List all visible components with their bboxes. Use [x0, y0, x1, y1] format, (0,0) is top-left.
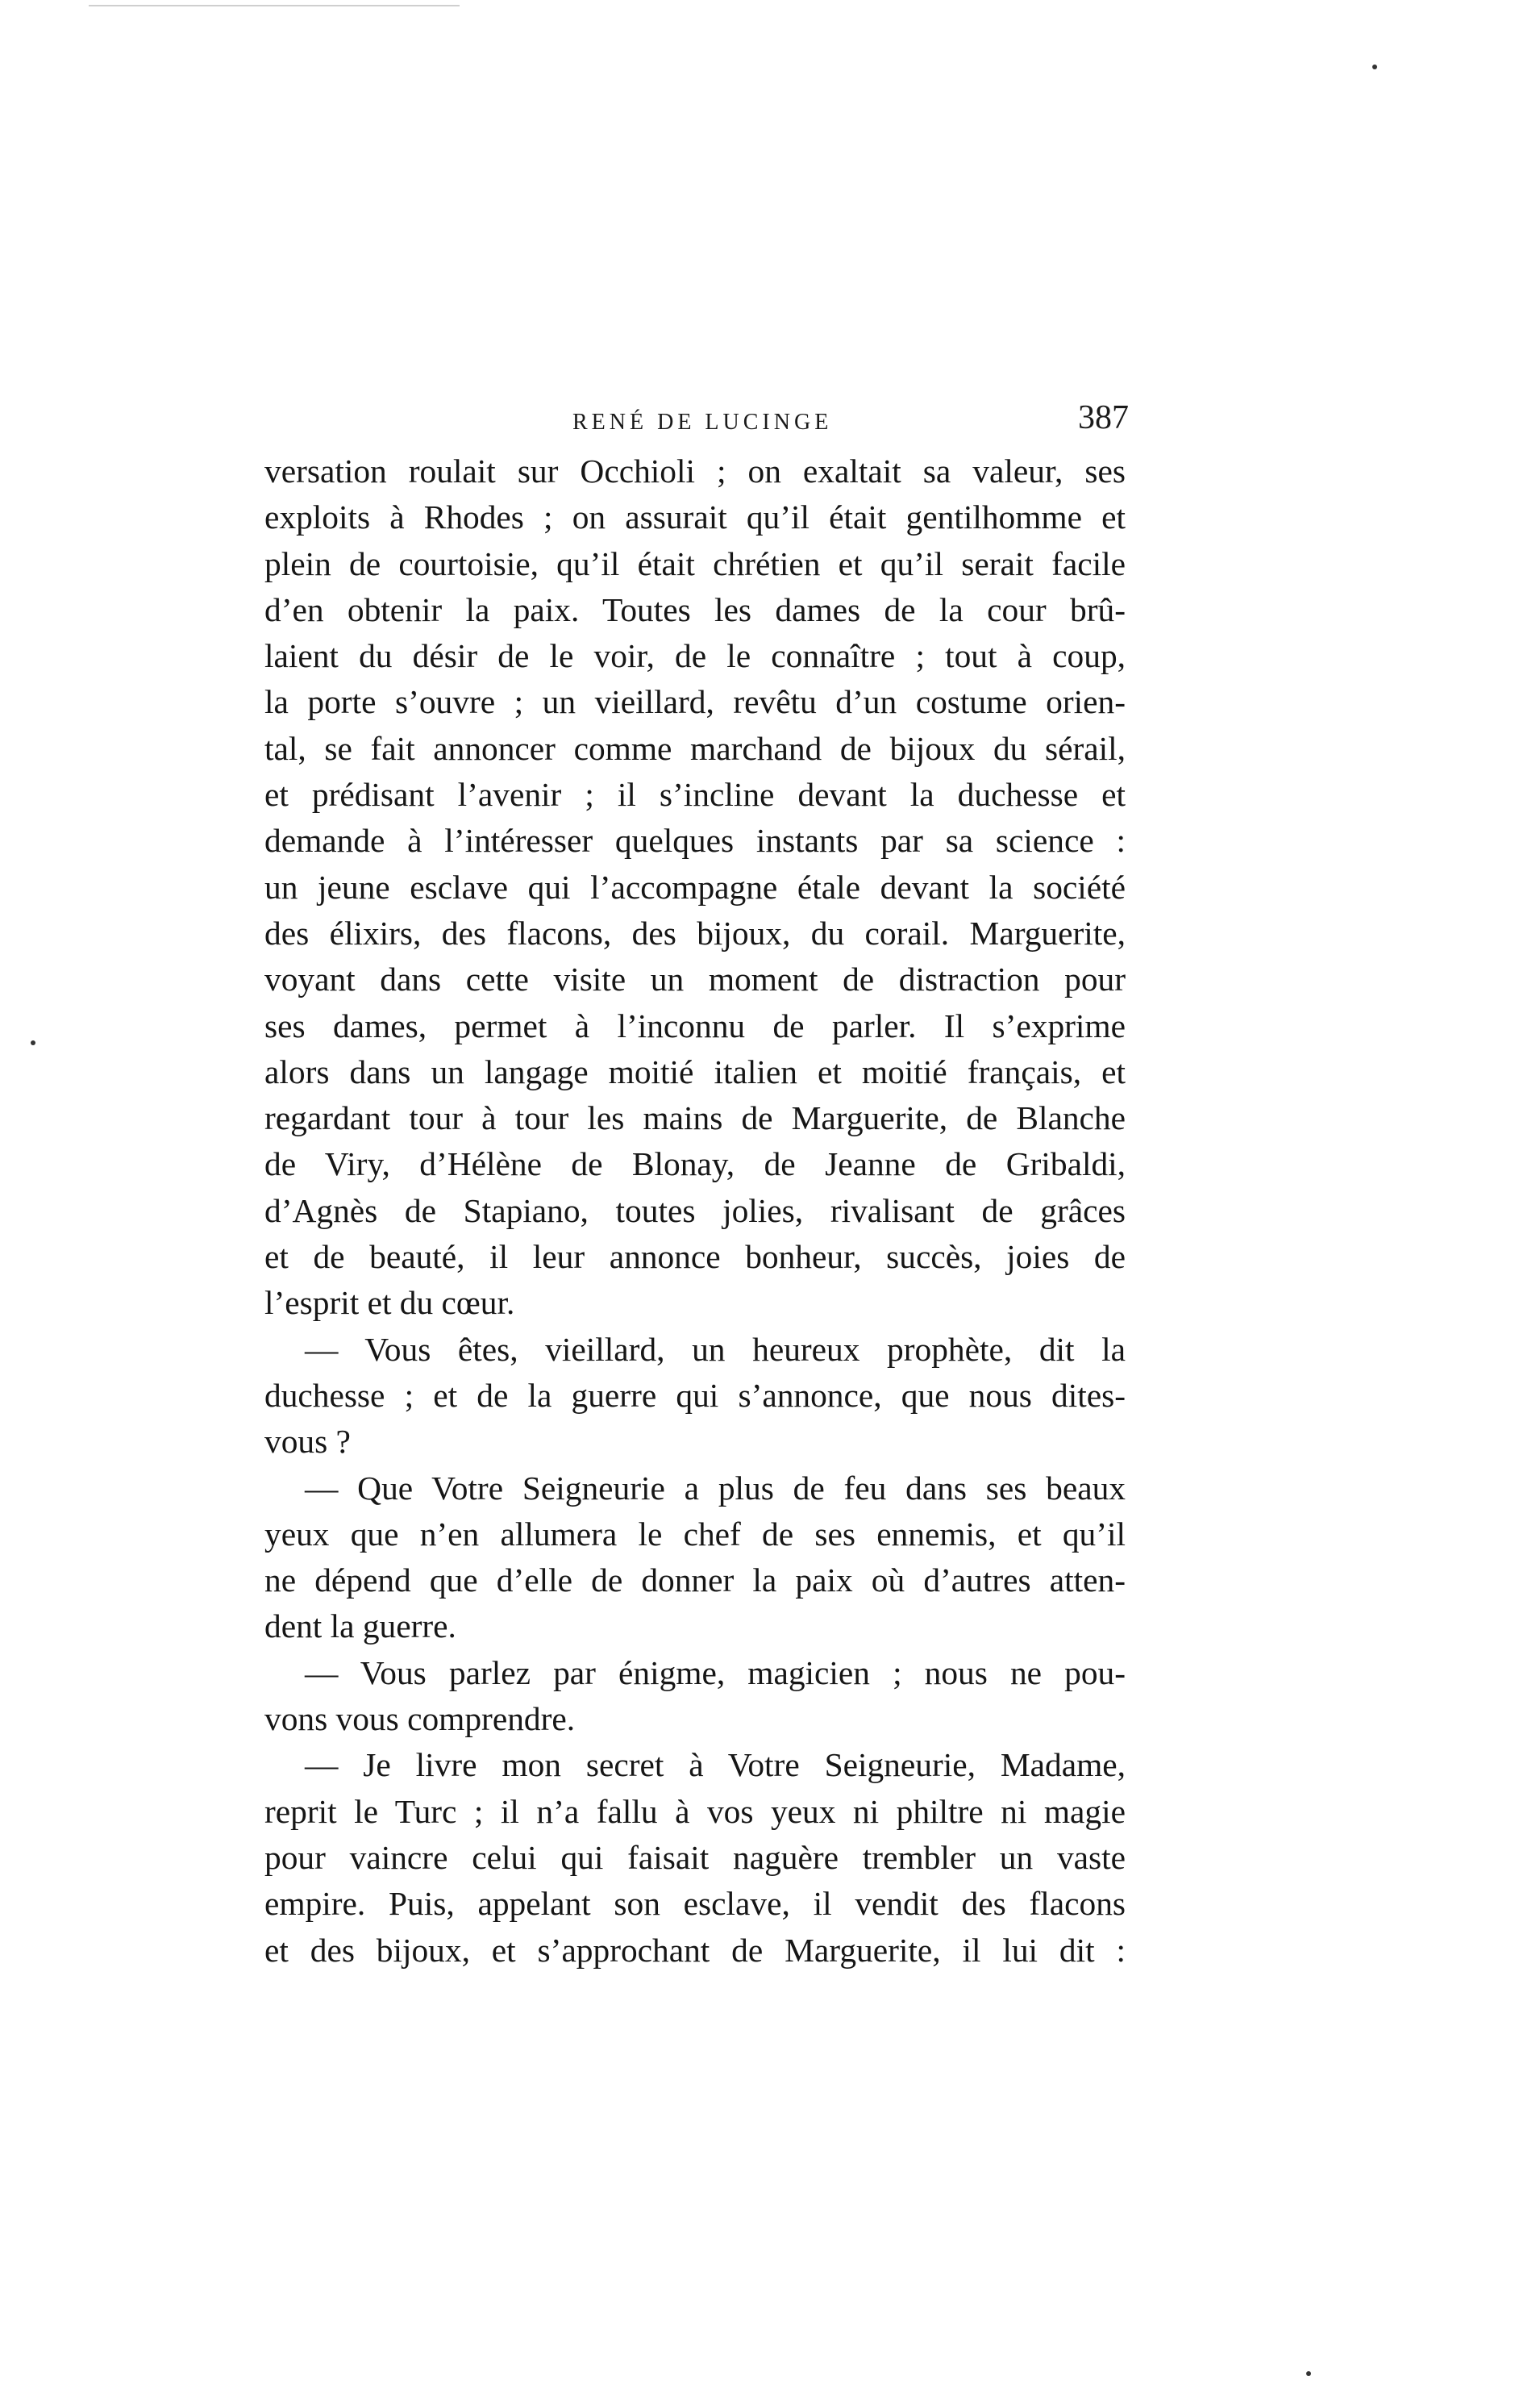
text-line: alors dans un langage moitié italien et moitié français, et: [264, 1053, 1126, 1090]
text-line: plein de courtoisie, qu’il était chrétien et qu’il serait facile: [264, 544, 1126, 582]
text-line: ne dépend que d’elle de donner la paix où d’autres atten-: [264, 1561, 1126, 1599]
text-line: yeux que n’en allumera le chef de ses ennemis, et qu’il: [264, 1515, 1126, 1553]
text-line: la porte s’ouvre ; un vieillard, revêtu d’un costume orien-: [264, 683, 1126, 721]
text-line: de Viry, d’Hélène de Blonay, de Jeanne de Gribaldi,: [264, 1145, 1126, 1183]
text-line: reprit le Turc ; il n’a fallu à vos yeux ni philtre ni magie: [264, 1792, 1126, 1830]
text-line: duchesse ; et de la guerre qui s’annonce, que nous dites-: [264, 1376, 1126, 1414]
paper-speck: [31, 1040, 35, 1045]
text-line: — Vous êtes, vieillard, un heureux prophète, dit la: [305, 1330, 1126, 1368]
paper-speck: [1306, 2371, 1311, 2376]
text-line: — Que Votre Seigneurie a plus de feu dans ses beaux: [305, 1469, 1126, 1507]
top-edge-rule: [89, 5, 460, 6]
text-line: empire. Puis, appelant son esclave, il vendit des flacons: [264, 1885, 1126, 1923]
text-line: pour vaincre celui qui faisait naguère trembler un vaste: [264, 1838, 1126, 1876]
text-line: et prédisant l’avenir ; il s’incline devant la duchesse et: [264, 776, 1126, 814]
text-line: dent la guerre.: [264, 1607, 456, 1645]
page-number: 387: [1078, 399, 1129, 436]
body-text: [264, 448, 1126, 1974]
text-line: des élixirs, des flacons, des bijoux, du corail. Marguerite,: [264, 914, 1126, 952]
text-line: et des bijoux, et s’approchant de Marguerite, il lui dit :: [264, 1931, 1126, 1969]
text-line: demande à l’intéresser quelques instants par sa science :: [264, 822, 1126, 860]
text-line: versation roulait sur Occhioli ; on exaltait sa valeur, ses: [264, 452, 1126, 490]
running-title: RENÉ DE LUCINGE: [572, 410, 833, 435]
text-line: l’esprit et du cœur.: [264, 1284, 515, 1322]
text-line: et de beauté, il leur annonce bonheur, succès, joies de: [264, 1238, 1126, 1276]
paper-speck: [1372, 65, 1377, 69]
text-line: d’Agnès de Stapiano, toutes jolies, rivalisant de grâces: [264, 1191, 1126, 1229]
text-line: vons vous comprendre.: [264, 1700, 576, 1738]
text-line: laient du désir de le voir, de le connaître ; tout à coup,: [264, 637, 1126, 675]
text-line: un jeune esclave qui l’accompagne étale devant la société: [264, 868, 1126, 906]
text-line: exploits à Rhodes ; on assurait qu’il était gentilhomme et: [264, 498, 1126, 536]
page-header: [516, 398, 1129, 447]
text-line: vous ?: [264, 1423, 351, 1461]
text-line: voyant dans cette visite un moment de distraction pour: [264, 961, 1126, 998]
text-line: d’en obtenir la paix. Toutes les dames de la cour brû-: [264, 590, 1126, 628]
text-line: regardant tour à tour les mains de Marguerite, de Blanche: [264, 1099, 1126, 1137]
text-line: — Je livre mon secret à Votre Seigneurie, Madame,: [305, 1746, 1126, 1784]
text-line: ses dames, permet à l’inconnu de parler. Il s’exprime: [264, 1007, 1126, 1044]
text-line: tal, se fait annoncer comme marchand de bijoux du sérail,: [264, 729, 1126, 767]
text-line: — Vous parlez par énigme, magicien ; nous ne pou-: [305, 1653, 1126, 1691]
